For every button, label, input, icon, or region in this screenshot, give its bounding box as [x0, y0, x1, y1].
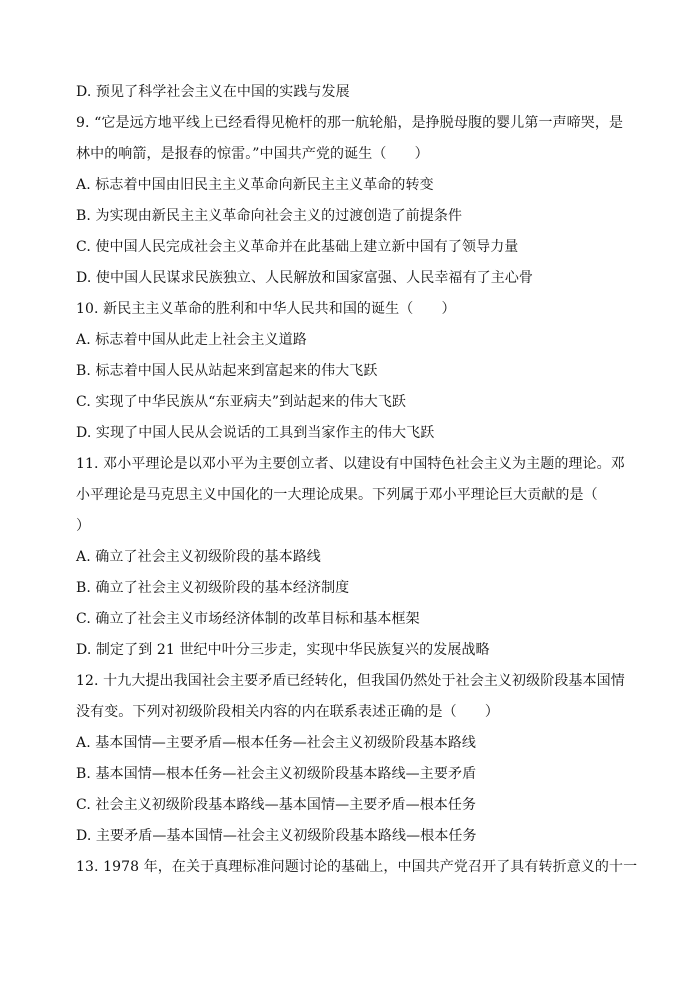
question-stem-line: 13. 1978 年，在关于真理标准问题讨论的基础上，中国共产党召开了具有转折意义的十一	[76, 859, 638, 875]
question-9	[76, 108, 626, 294]
option-d: D. 使中国人民谋求民族独立、人民解放和国家富强、人民幸福有了主心骨	[76, 270, 534, 286]
option-a: A. 确立了社会主义初级阶段的基本路线	[76, 549, 321, 565]
option-c: C. 实现了中华民族从“东亚病夫”到站起来的伟大飞跃	[76, 394, 407, 410]
option-d: D. 主要矛盾—基本国情—社会主义初级阶段基本路线—根本任务	[76, 828, 477, 844]
question-content	[76, 77, 638, 883]
option-d: D. 实现了中国人民从会说话的工具到当家作主的伟大飞跃	[76, 425, 435, 441]
question-stem-line: 9. “它是远方地平线上已经看得见桅杆的那一航轮船，是挣脱母腹的婴儿第一声啼哭，是	[76, 115, 624, 131]
question-stem-line: 10. 新民主主义革命的胜利和中华人民共和国的诞生（ ）	[76, 301, 456, 317]
option-c: C. 使中国人民完成社会主义革命并在此基础上建立新中国有了领导力量	[76, 239, 519, 255]
question-stem-line: 小平理论是马克思主义中国化的一大理论成果。下列属于邓小平理论巨大贡献的是（	[76, 487, 598, 503]
option-d: D. 制定了到 21 世纪中叶分三步走，实现中华民族复兴的发展战略	[76, 642, 490, 658]
question-stem-line: ）	[76, 518, 91, 534]
question-stem-line: 11. 邓小平理论是以邓小平为主要创立者、以建设有中国特色社会主义为主题的理论。邓	[76, 456, 625, 472]
question-11	[76, 449, 626, 666]
option-a: A. 标志着中国从此走上社会主义道路	[76, 332, 307, 348]
question-stem-line: 12. 十九大提出我国社会主要矛盾已经转化，但我国仍然处于社会主义初级阶段基本国情	[76, 673, 625, 689]
question-stem-line: 林中的响箭，是报春的惊雷。”中国共产党的诞生（ ）	[76, 146, 429, 162]
option-b: B. 基本国情—根本任务—社会主义初级阶段基本路线—主要矛盾	[76, 766, 477, 782]
q8-option-d: D. 预见了科学社会主义在中国的实践与发展	[76, 84, 350, 100]
question-12	[76, 666, 626, 852]
question-13	[76, 852, 638, 883]
option-a: A. 标志着中国由旧民主主义革命向新民主主义革命的转变	[76, 177, 434, 193]
option-c: C. 社会主义初级阶段基本路线—基本国情—主要矛盾—根本任务	[76, 797, 477, 813]
option-a: A. 基本国情—主要矛盾—根本任务—社会主义初级阶段基本路线	[76, 735, 477, 751]
question-10	[76, 294, 626, 449]
option-b: B. 为实现由新民主主义革命向社会主义的过渡创造了前提条件	[76, 208, 463, 224]
option-c: C. 确立了社会主义市场经济体制的改革目标和基本框架	[76, 611, 420, 627]
option-b: B. 确立了社会主义初级阶段的基本经济制度	[76, 580, 350, 596]
question-stem-line: 没有变。下列对初级阶段相关内容的内在联系表述正确的是（ ）	[76, 704, 499, 720]
option-b: B. 标志着中国人民从站起来到富起来的伟大飞跃	[76, 363, 378, 379]
